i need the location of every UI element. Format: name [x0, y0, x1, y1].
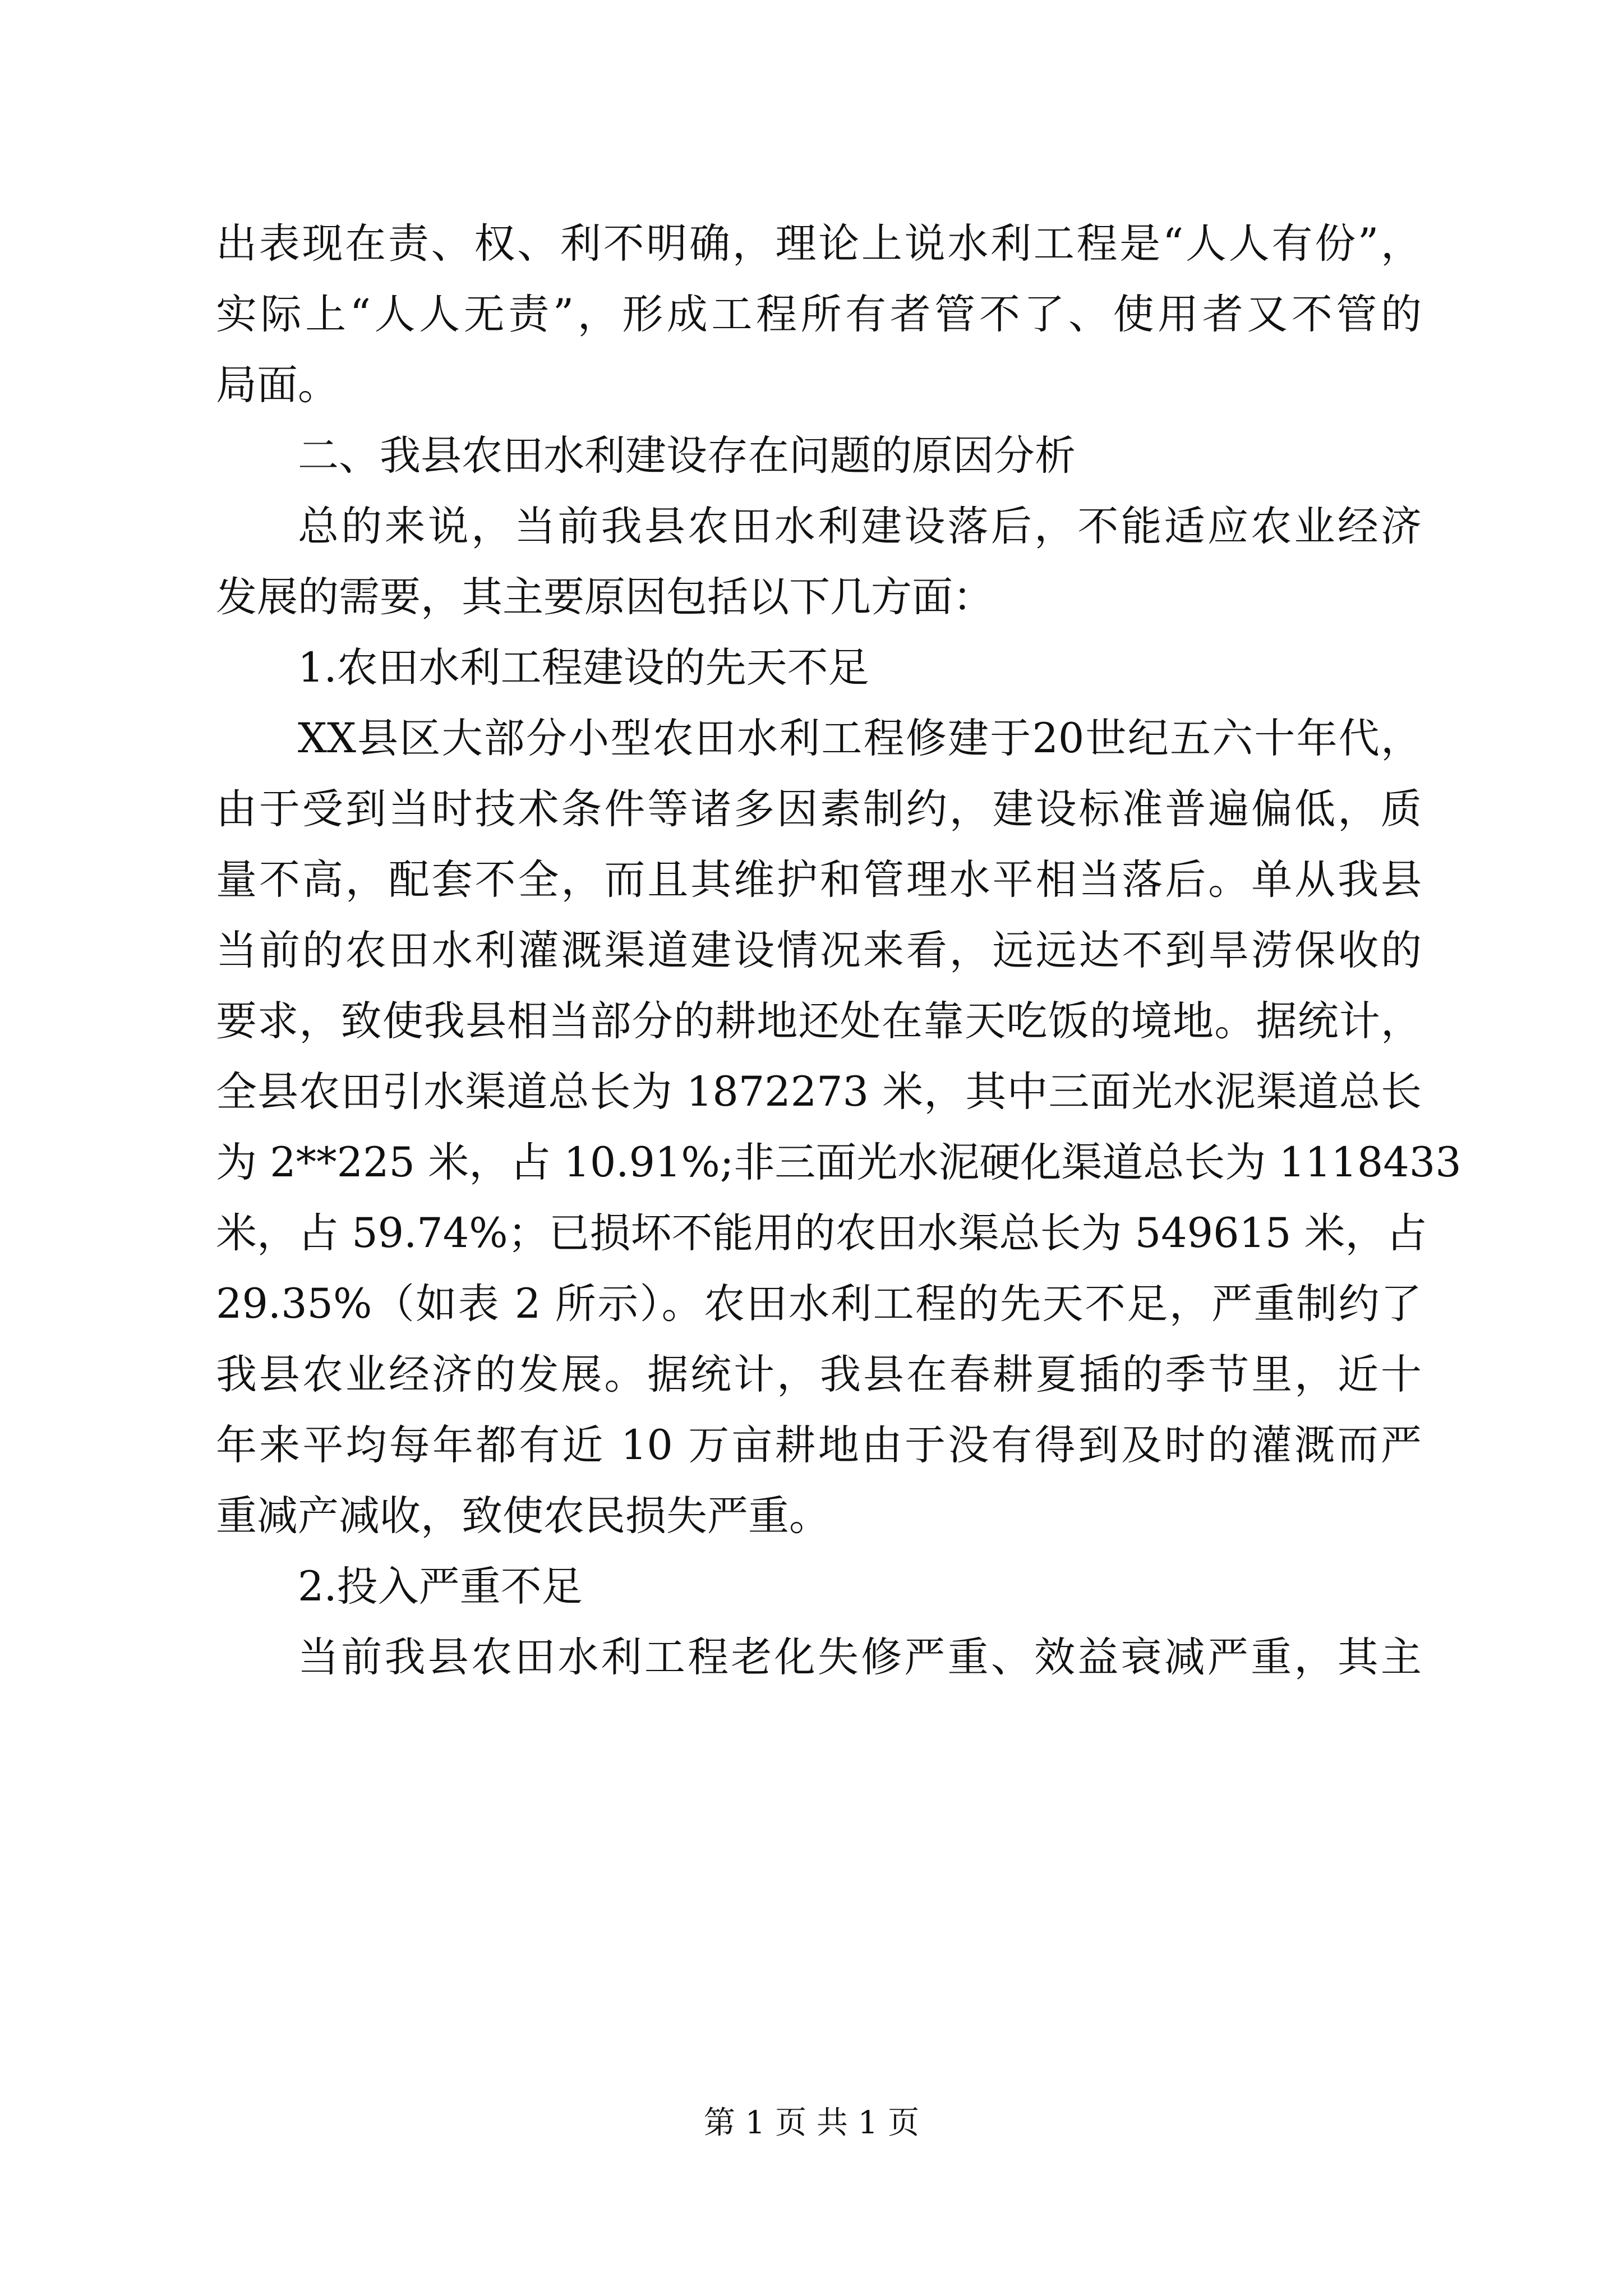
text-line: 米，占 59.74%；已损坏不能用的农田水渠总长为 549615 米，占 [216, 1209, 1427, 1257]
text-line: 总的来说，当前我县农田水利建设落后，不能适应农业经济 [298, 503, 1422, 550]
text-line: 要求，致使我县相当部分的耕地还处在靠天吃饭的境地。据统计， [216, 997, 1422, 1045]
text-line: 由于受到当时技术条件等诸多因素制约，建设标准普遍偏低，质 [216, 785, 1422, 833]
text-line: 我县农业经济的发展。据统计，我县在春耕夏插的季节里，近十 [216, 1351, 1422, 1398]
page-footer: 第 1 页 共 1 页 [703, 2105, 920, 2141]
text-line: 量不高，配套不全，而且其维护和管理水平相当落后。单从我县 [216, 856, 1422, 904]
text-line: 当前我县农田水利工程老化失修严重、效益衰减严重，其主 [298, 1634, 1422, 1681]
text-line: 当前的农田水利灌溉渠道建设情况来看，远远达不到旱涝保收的 [216, 927, 1422, 974]
subsection-heading: 1.农田水利工程建设的先天不足 [298, 644, 869, 692]
text-line: 为 2**225 米，占 10.91%;非三面光水泥硬化渠道总长为 1118433 [216, 1139, 1461, 1186]
text-line: 全县农田引水渠道总长为 1872273 米，其中三面光水泥渠道总长 [216, 1068, 1422, 1116]
text-line: 局面。 [216, 361, 339, 409]
section-heading: 二、我县农田水利建设存在问题的原因分析 [298, 432, 1076, 480]
text-line: 29.35%（如表 2 所示）。农田水利工程的先天不足，严重制约了 [216, 1280, 1422, 1328]
text-line: 重减产减收，致使农民损失严重。 [216, 1492, 830, 1540]
text-line: 实际上“人人无责”，形成工程所有者管不了、使用者又不管的 [216, 291, 1422, 338]
text-line: 发展的需要，其主要原因包括以下几方面： [216, 573, 994, 621]
text-line: XX县区大部分小型农田水利工程修建于20世纪五六十年代， [298, 715, 1422, 762]
text-line: 出表现在责、权、利不明确，理论上说水利工程是“人人有份”， [216, 220, 1422, 268]
document-body [216, 209, 1461, 1693]
subsection-heading: 2.投入严重不足 [298, 1563, 583, 1611]
text-line: 年来平均每年都有近 10 万亩耕地由于没有得到及时的灌溉而严 [216, 1421, 1422, 1469]
